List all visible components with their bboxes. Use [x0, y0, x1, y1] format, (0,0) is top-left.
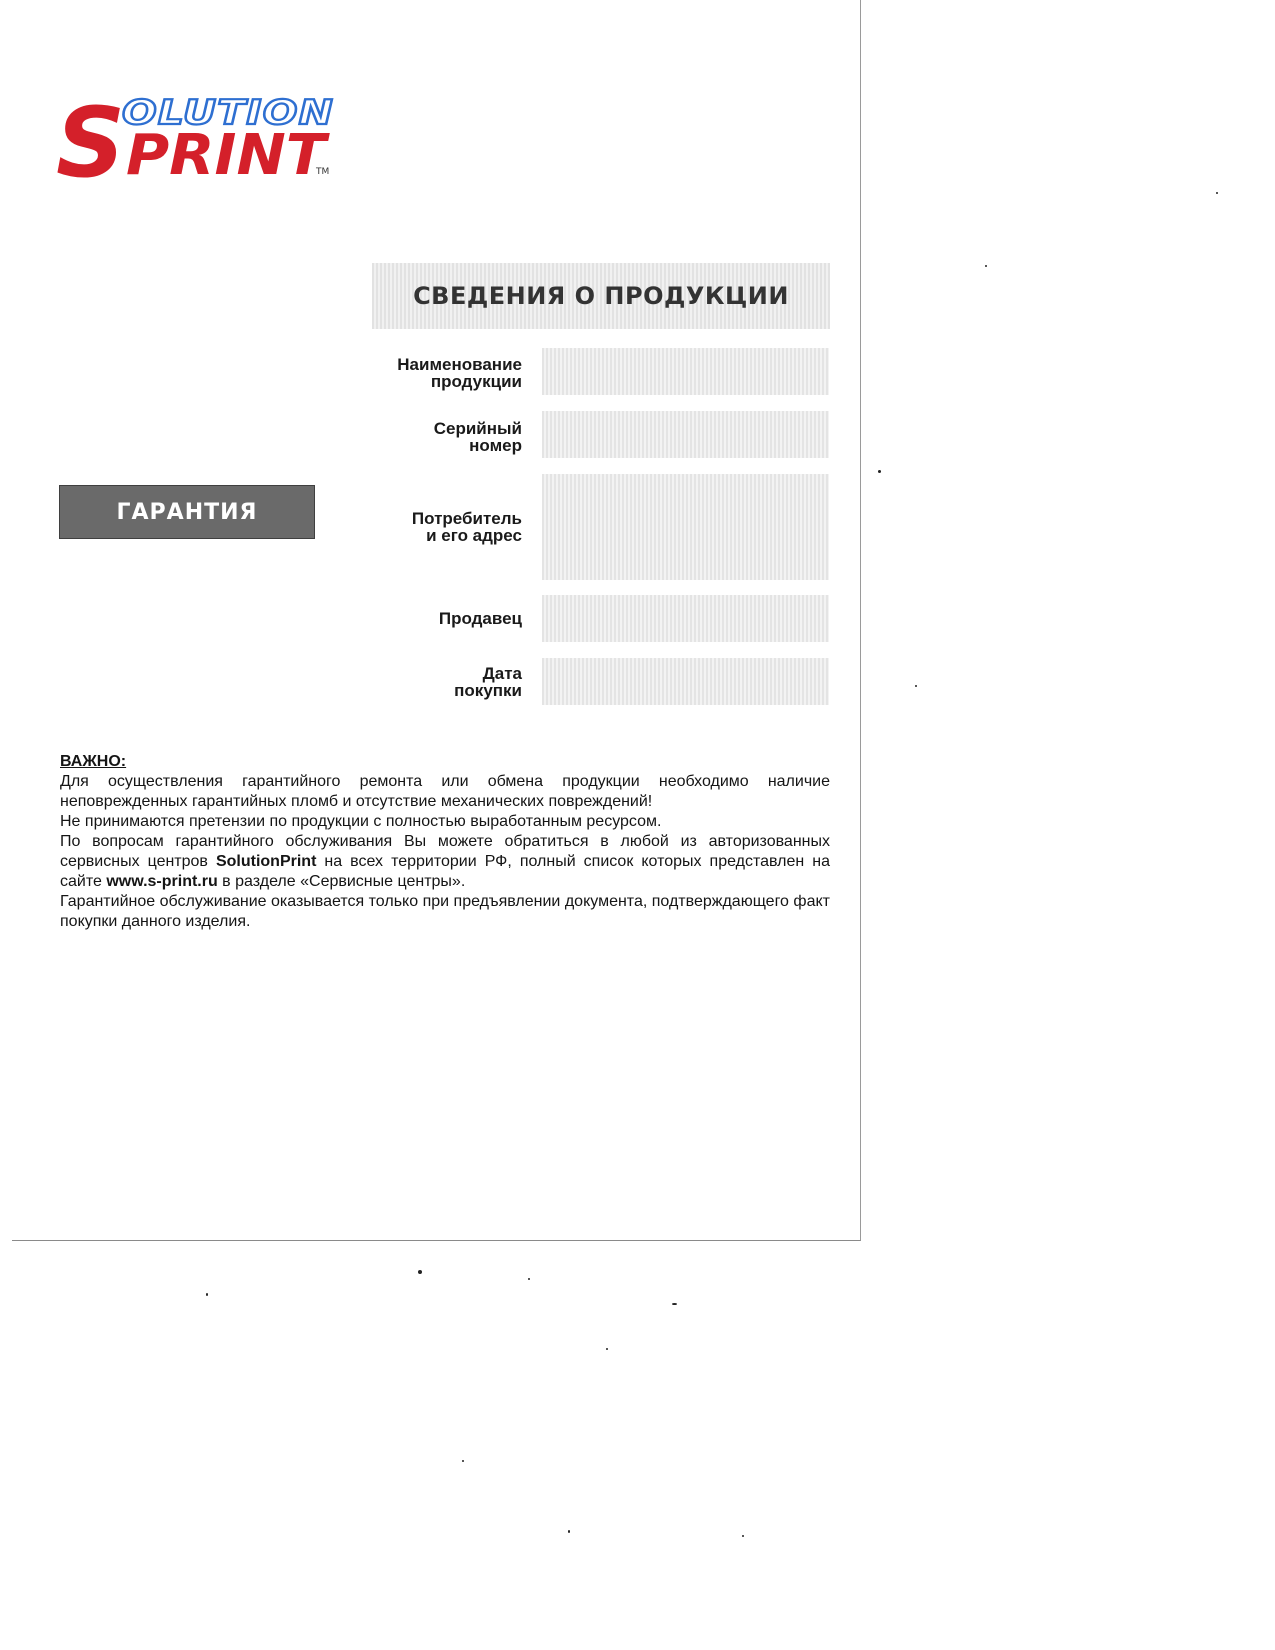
product-name-field[interactable] — [542, 348, 829, 395]
notice-service-text-3: в разделе «Сервисные центры». — [217, 873, 466, 890]
product-name-label: Наименование продукции — [397, 355, 522, 391]
trademark-mark: TM — [316, 167, 330, 177]
scan-speck — [568, 1530, 570, 1533]
scan-speck — [1216, 192, 1218, 194]
scan-speck — [606, 1348, 608, 1350]
scan-speck — [915, 685, 917, 687]
notice-paragraph-seals: Для осуществления гарантийного ремонта или обмена продукции необходимо наличие неповрежденных гарантийных пломб и отсутствие механических повреждений! — [60, 773, 830, 810]
notice-paragraph-service-centers — [60, 832, 830, 892]
scan-speck — [418, 1270, 422, 1274]
solution-print-logo — [56, 88, 356, 198]
seller-label: Продавец — [438, 609, 522, 628]
logo-graphic — [56, 88, 356, 198]
scan-speck — [985, 265, 987, 267]
notice-service-text-2: на всех территории РФ, полный список которых представлен на сайте — [60, 853, 830, 890]
serial-number-label: Серийный номер — [433, 419, 522, 455]
notice-brand-name: SolutionPrint — [215, 853, 317, 870]
warranty-sheet — [12, 0, 861, 1241]
warranty-badge — [59, 485, 315, 539]
warranty-badge-label: ГАРАНТИЯ — [116, 499, 258, 525]
logo-initial: S — [56, 88, 126, 198]
notice-paragraph-document: Гарантийное обслуживание оказывается только при предъявлении документа, подтверждающего факт покупки данного изделия. — [60, 893, 830, 930]
scan-speck — [528, 1278, 530, 1280]
purchase-date-field[interactable] — [542, 658, 829, 705]
notice-service-text-1: По вопросам гарантийного обслуживания Вы можете обратиться в любой из авторизованных сервисных центров — [60, 833, 830, 870]
product-info-header — [372, 263, 830, 329]
important-notice — [60, 752, 830, 932]
seller-field[interactable] — [542, 595, 829, 642]
notice-website-link[interactable]: www.s-print.ru — [106, 873, 218, 890]
customer-address-field[interactable] — [542, 474, 829, 580]
logo-main-text: PRINT — [126, 123, 330, 188]
scan-speck — [878, 470, 881, 473]
customer-address-label: Потребитель и его адрес — [411, 509, 522, 545]
purchase-date-label: Дата покупки — [454, 664, 522, 700]
scan-speck — [206, 1293, 208, 1296]
product-info-title: СВЕДЕНИЯ О ПРОДУКЦИИ — [413, 282, 789, 310]
notice-title: ВАЖНО: — [60, 753, 127, 770]
logo-top-text: OLUTION — [122, 93, 334, 133]
serial-number-field[interactable] — [542, 411, 829, 458]
scan-speck — [742, 1535, 744, 1537]
scan-speck — [462, 1460, 464, 1462]
scan-speck — [672, 1303, 677, 1305]
notice-paragraph-resource: Не принимаются претензии по продукции с полностью выработанным ресурсом. — [60, 813, 662, 830]
